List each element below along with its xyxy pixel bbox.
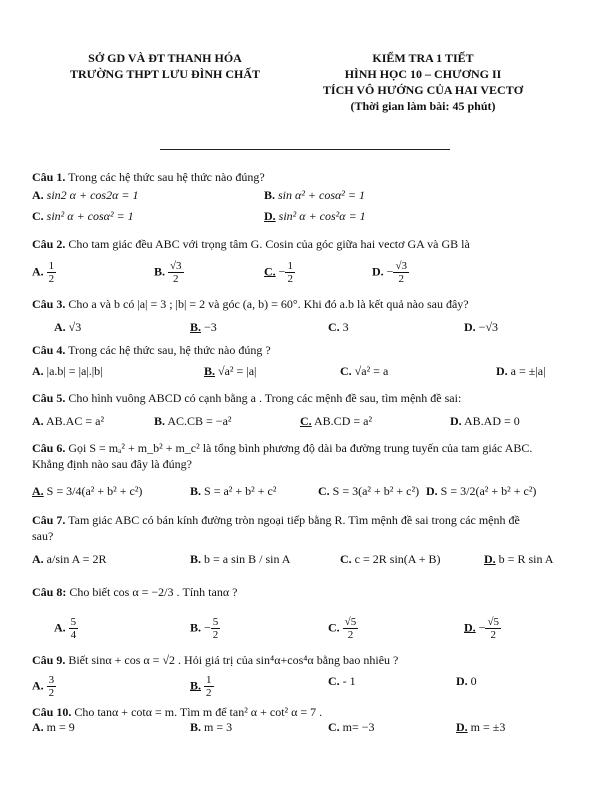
question-number: Câu 4. [32,343,66,357]
option-c[interactable]: C. $\frac{√5}{2}$ [328,616,357,641]
option-d[interactable]: D. b = R sin A [484,552,554,566]
option-b[interactable]: B. S = a² + b² + c² [190,484,277,498]
question-number: Câu 8: [32,585,67,599]
option-c[interactable]: C. c = 2R sin(A + B) [340,552,441,566]
option-b[interactable]: B. − $\frac{5}{2}$ [190,616,219,641]
question-text: Cho tam giác đều ABC với trọng tâm G. Cosin của góc giữa hai vectơ GA và GB là [68,237,470,251]
option-b[interactable]: B. b = a sin B / sin A [190,552,291,566]
answer-row [32,484,592,504]
answer-row [32,552,592,572]
exam-header [278,50,568,114]
option-b[interactable]: B. −3 [190,320,217,334]
question-number: Câu 9. [32,653,66,667]
option-d[interactable]: D. − $\frac{√5}{2}$ [464,616,499,641]
option-a[interactable]: A. m = 9 [32,720,75,734]
option-d[interactable]: D. m = ±3 [456,720,506,734]
answer-row [32,209,592,229]
question-number: Câu 5. [32,391,66,405]
answer-row [32,260,592,286]
question-text: Trong các hệ thức sau hệ thức nào đúng? [68,170,265,184]
option-c[interactable]: C. AB.CD = a² [300,414,373,428]
question-text-continued: Khẳng định nào sau đây là đúng? [32,457,192,471]
question-text: Cho hình vuông ABCD có cạnh bằng a . Trong các mệnh đề sau, tìm mệnh đề sai: [68,391,462,405]
answer-row [32,616,592,644]
question-text: Cho tanα + cotα = m. Tìm m để tan² α + cot² α = 7 . [74,705,323,719]
option-c[interactable]: C. - 1 [328,674,356,688]
option-c[interactable]: C. √a² = a [340,364,389,378]
school-name: TRƯỜNG THPT LƯU ĐÌNH CHẤT [69,67,261,81]
question-number: Câu 1. [32,170,66,184]
option-c[interactable]: C. sin² α + cosα² = 1 [32,209,134,223]
question-3 [32,296,592,312]
option-c[interactable]: C. S = 3(a² + b² + c²) [318,484,420,498]
department-name: SỞ GD VÀ ĐT THANH HÓA [88,51,242,65]
option-b[interactable]: B. $\frac{1}{2}$ [190,674,212,699]
question-number: Câu 7. [32,513,66,527]
question-text-continued: sau? [32,529,54,543]
question-number: Câu 3. [32,297,66,311]
option-b[interactable]: B. sin α² + cosα² = 1 [264,188,366,202]
answer-row [32,414,592,434]
option-a[interactable]: A. S = 3/4(a² + b² + c²) [32,484,143,498]
question-6 [32,440,592,472]
question-text: Cho a và b có |a| = 3 ; |b| = 2 và góc (a, b) = 60°. Khi đó a.b là kết quả nào sau đây? [68,297,469,311]
exam-title: KIỂM TRA 1 TIẾT [372,51,474,65]
option-a[interactable]: A. sin2 α + cos2α = 1 [32,188,139,202]
question-1 [32,169,592,185]
option-a[interactable]: A. $\frac{5}{4}$ [54,616,77,641]
option-a[interactable]: A. $\frac{3}{2}$ [32,674,55,699]
option-d[interactable]: D. S = 3/2(a² + b² + c²) [426,484,537,498]
exam-duration: (Thời gian làm bài: 45 phút) [350,99,496,113]
option-b[interactable]: B. m = 3 [190,720,233,734]
option-a[interactable]: A. a/sin A = 2R [32,552,107,566]
question-text: Trong các hệ thức sau, hệ thức nào đúng ? [68,343,271,357]
option-a[interactable]: A. √3 [54,320,82,334]
option-d[interactable]: D. 0 [456,674,477,688]
option-d[interactable]: D. −√3 [464,320,499,334]
question-10 [32,704,592,720]
exam-subject: HÌNH HỌC 10 – CHƯƠNG II [344,67,502,81]
option-b[interactable]: B. √a² = |a| [204,364,257,378]
answer-row [32,364,592,384]
exam-topic: TÍCH VÔ HƯỚNG CỦA HAI VECTƠ [322,83,524,97]
option-a[interactable]: A. |a.b| = |a|.|b| [32,364,103,378]
question-7 [32,512,592,544]
answer-row [32,674,592,702]
option-c[interactable]: C. m= −3 [328,720,375,734]
question-5 [32,390,592,406]
option-d[interactable]: D. sin² α + cos²α = 1 [264,209,366,223]
question-number: Câu 10. [32,705,72,719]
option-a[interactable]: A. AB.AC = a² [32,414,105,428]
answer-row [32,320,592,340]
question-text: Biết sinα + cos α = √2 . Hỏi giá trị của sin⁴α+cos⁴α bằng bao nhiêu ? [68,653,399,667]
option-d[interactable]: D. a = ±|a| [496,364,546,378]
option-c[interactable]: C. 3 [328,320,349,334]
question-number: Câu 2. [32,237,66,251]
option-b[interactable]: B. AC.CB = −a² [154,414,232,428]
question-text: Tam giác ABC có bán kính đường tròn ngoại tiếp bằng R. Tìm mệnh đề sai trong các mệnh đề [68,513,520,527]
answer-row [32,188,592,208]
option-c[interactable]: C. − $\frac{1}{2}$ [264,260,293,285]
question-8 [32,584,592,600]
question-text: Gọi S = mₐ² + m_b² + m_c² là tổng bình phương độ dài ba đường trung tuyến của tam giác ABC. [68,441,533,455]
question-text: Cho biết cos α = −2/3 . Tính tanα ? [69,585,238,599]
answer-row [32,720,592,740]
option-d[interactable]: D. − $\frac{√3}{2}$ [372,260,407,285]
header-divider [160,149,450,150]
question-2 [32,236,592,252]
question-9 [32,652,592,668]
option-b[interactable]: B. $\frac{√3}{2}$ [154,260,182,285]
option-d[interactable]: D. AB.AD = 0 [450,414,520,428]
option-a[interactable]: A. $\frac{1}{2}$ [32,260,55,285]
question-4 [32,342,592,358]
school-header [40,50,290,82]
question-number: Câu 6. [32,441,66,455]
